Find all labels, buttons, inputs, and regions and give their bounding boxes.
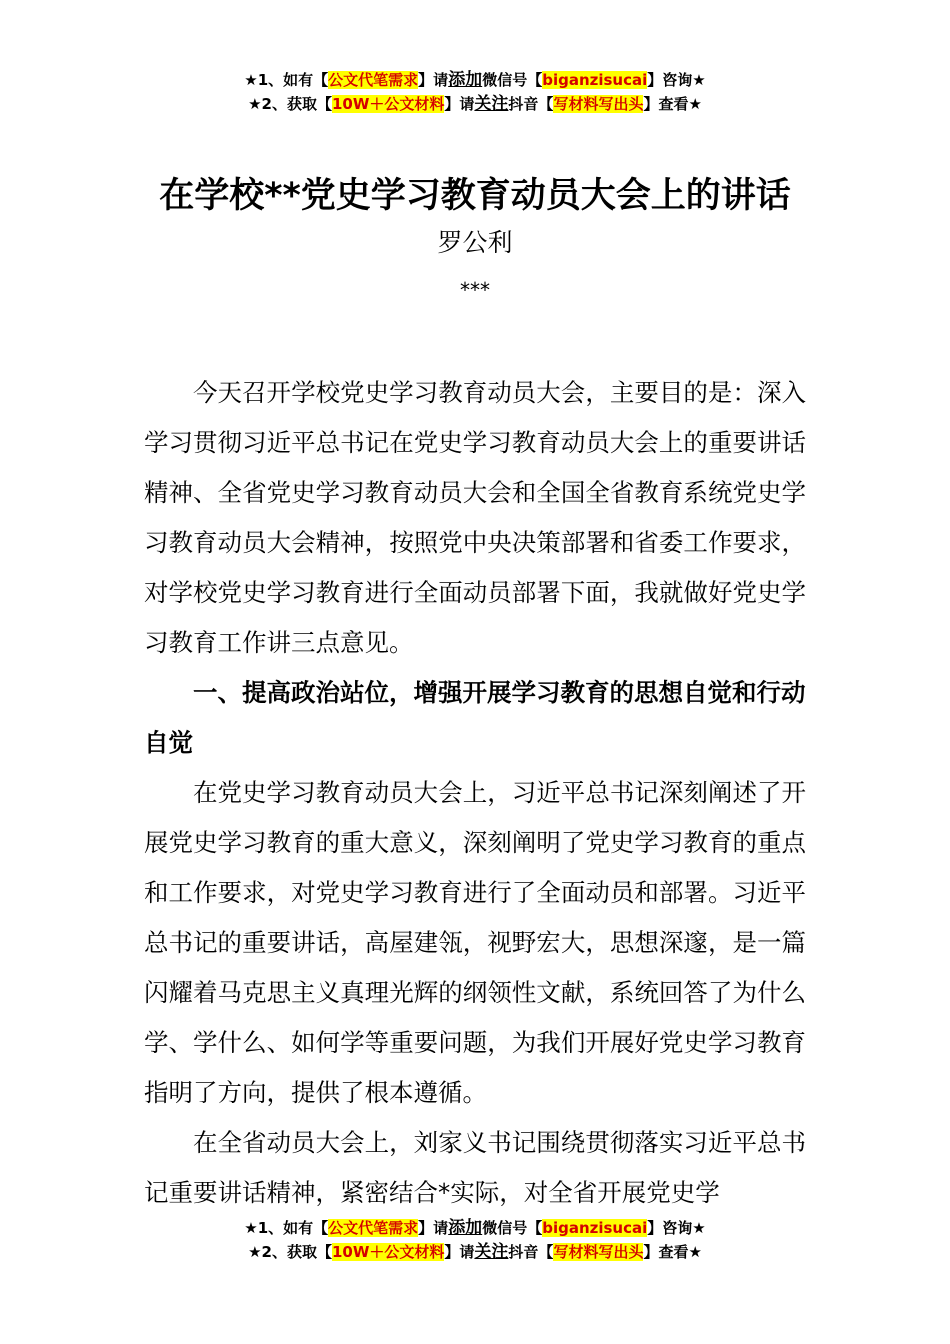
banner-text: 】咨询★	[647, 1219, 706, 1237]
banner-underline: 关注	[474, 94, 509, 114]
document-author: 罗公利	[437, 228, 513, 257]
banner-line-2	[0, 92, 950, 116]
banner-line-1	[0, 68, 950, 92]
banner-text: 】请	[444, 1243, 475, 1261]
banner-text: 微信号【	[482, 71, 543, 89]
banner-text: 】查看★	[643, 1243, 702, 1261]
document-body	[144, 368, 806, 1218]
banner-highlight: biganzisucai	[542, 1219, 648, 1237]
banner-text: 】请	[444, 95, 475, 113]
banner-text: ★1、如有【	[244, 1219, 329, 1237]
paragraph-2: 在党史学习教育动员大会上，习近平总书记深刻阐述了开展党史学习教育的重大意义，深刻阐明了党史学习教育的重点和工作要求，对党史学习教育进行了全面动员和部署。习近平总书记的重要讲话，高屋建瓴，视野宏大，思想深邃，是一篇闪耀着马克思主义真理光辉的纲领性文献，系统回答了为什么学、学什么、如何学等重要问题，为我们开展好党史学习教育指明了方向，提供了根本遵循。	[144, 778, 806, 1107]
banner-underline: 添加	[448, 1218, 483, 1238]
paragraph-3: 在全省动员大会上，刘家义书记围绕贯彻落实习近平总书记重要讲话精神，紧密结合*实际，对全省开展党史学	[144, 1128, 806, 1207]
top-banner	[0, 68, 950, 116]
banner-highlight: 10W＋公文材料	[331, 1243, 445, 1261]
banner-text: 】咨询★	[647, 71, 706, 89]
banner-text: 抖音【	[508, 1243, 554, 1261]
banner-line-2	[0, 1240, 950, 1264]
banner-highlight: biganzisucai	[542, 71, 648, 89]
banner-text: 抖音【	[508, 95, 554, 113]
banner-highlight: 写材料写出头	[553, 1243, 644, 1261]
banner-underline: 添加	[448, 70, 483, 90]
banner-text: ★2、获取【	[248, 1243, 332, 1261]
bottom-banner	[0, 1216, 950, 1264]
paragraph-1: 今天召开学校党史学习教育动员大会，主要目的是：深入学习贯彻习近平总书记在党史学习教育动员大会上的重要讲话精神、全省党史学习教育动员大会和全国全省教育系统党史学习教育动员大会精神，按照党中央决策部署和省委工作要求，对学校党史学习教育进行全面动员部署下面，我就做好党史学习教育工作讲三点意见。	[144, 378, 806, 657]
banner-highlight: 写材料写出头	[553, 95, 644, 113]
banner-highlight: 10W＋公文材料	[331, 95, 445, 113]
document-title: 在学校**党史学习教育动员大会上的讲话	[159, 176, 791, 216]
banner-text: ★1、如有【	[244, 71, 329, 89]
banner-text: 】请	[418, 71, 449, 89]
banner-highlight: 公文代笔需求	[328, 71, 419, 89]
section-heading-1: 一、提高政治站位，增强开展学习教育的思想自觉和行动自觉	[144, 678, 806, 757]
banner-text: ★2、获取【	[248, 95, 332, 113]
banner-text: 微信号【	[482, 1219, 543, 1237]
banner-highlight: 公文代笔需求	[328, 1219, 419, 1237]
banner-line-1	[0, 1216, 950, 1240]
document-marks: ***	[460, 278, 490, 302]
banner-underline: 关注	[474, 1242, 509, 1262]
banner-text: 】请	[418, 1219, 449, 1237]
banner-text: 】查看★	[643, 95, 702, 113]
